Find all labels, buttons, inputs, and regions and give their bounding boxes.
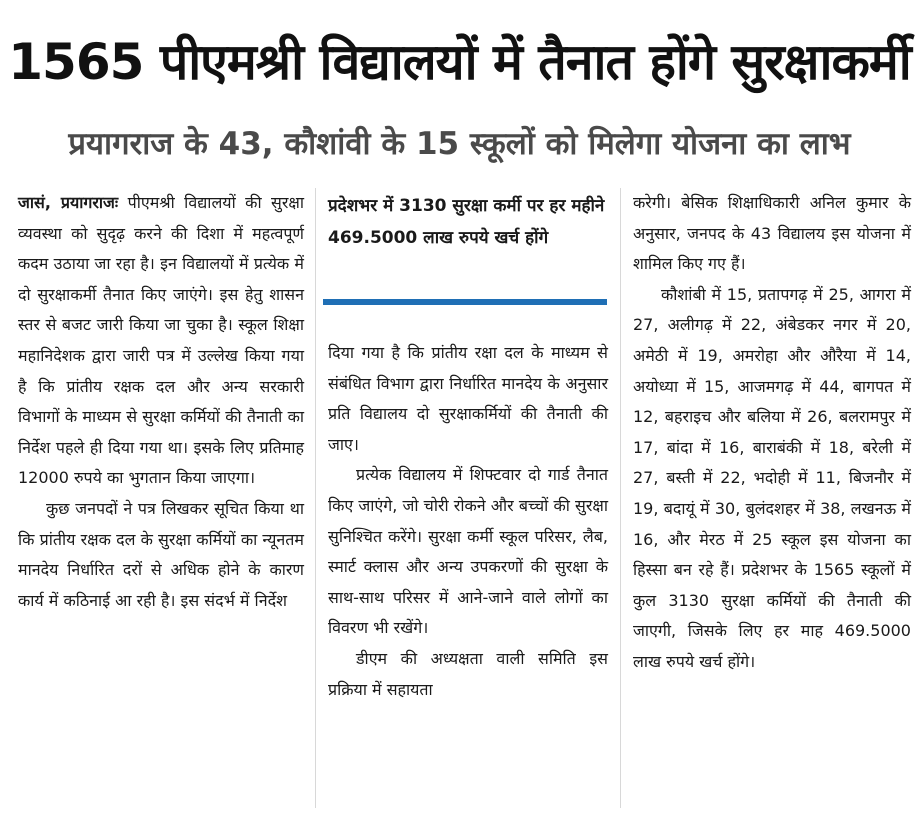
article-paragraph: कुछ जनपदों ने पत्र लिखकर सूचित किया था कि प्रांतीय रक्षक दल के सुरक्षा कर्मियों का न्यूनतम मानदेय निर्धारित दरों से अधिक होने के कारण कार्य में कठिनाई आ रही है। इस संदर्भ में निर्देश	[18, 498, 304, 610]
column-divider	[315, 188, 316, 808]
subheadline: प्रयागराज के 43, कौशांवी के 15 स्कूलों को मिलेगा योजना का लाभ	[68, 126, 851, 162]
column-divider	[620, 188, 621, 808]
pull-quote: प्रदेशभर में 3130 सुरक्षा कर्मी पर हर महीने 469.5000 लाख रुपये खर्च होंगे	[328, 196, 605, 248]
article-paragraph: कौशांबी में 15, प्रतापगढ़ में 25, आगरा में 27, अलीगढ़ में 22, अंबेडकर नगर में 20, अमेठी में 19, अमरोहा और औरैया में 14, अयोध्या में 15, आजमगढ़ में 44, बागपत में 12, बहराइच और बलिया में 26, बलरामपुर में 17, बांदा में 16, बाराबंकी में 18, बरेली में 27, बस्ती में 22, भदोही में 11, बिजनौर में 19, बदायूं में 30, बुलंदशहर में 38, लखनऊ में 16, और मेरठ में 25 स्कूल इस योजना का हिस्सा बन रहे हैं। प्रदेशभर के 1565 स्कूलों में कुल 3130 सुरक्षा कर्मियों की तैनाती की जाएगी, जिसके लिए हर माह 469.5000 लाख रुपये खर्च होंगे।	[633, 284, 911, 671]
paragraph-text: पीएमश्री विद्यालयों की सुरक्षा व्यवस्था को सुदृढ़ करने की दिशा में महत्वपूर्ण कदम उठाया जा रहा है। इन विद्यालयों में प्रत्येक में दो सुरक्षाकर्मी तैनात किए जाएंगे। इस हेतु शासन स्तर से बजट जारी किया जा चुका है। स्कूल शिक्षा महानिदेशक द्वारा जारी पत्र में उल्लेख किया गया है कि प्रांतीय रक्षक दल और अन्य सरकारी विभागों के माध्यम से सुरक्षा कर्मियों की तैनाती का निर्देश पहले ही दिया गया था। इसके लिए प्रतिमाह 12000 रुपये का भुगतान किया जाएगा।	[18, 193, 305, 488]
headline: 1565 पीएमश्री विद्यालयों में तैनात होंगे सुरक्षाकर्मी	[8, 33, 911, 91]
article-paragraph	[18, 188, 304, 494]
article-paragraph: दिया गया है कि प्रांतीय रक्षा दल के माध्यम से संबंधित विभाग द्वारा निर्धारित मानदेय के अनुसार प्रति विद्यालय दो सुरक्षाकर्मियों की तैनाती की जाए।	[328, 343, 608, 454]
article-column-1	[18, 188, 304, 616]
article-paragraph: करेगी। बेसिक शिक्षाधिकारी अनिल कुमार के अनुसार, जनपद के 43 विद्यालय इस योजना में शामिल किए गए हैं।	[633, 193, 911, 274]
dateline: जासं, प्रयागराजः	[18, 193, 119, 212]
article-column-3	[633, 188, 911, 678]
article-paragraph: प्रत्येक विद्यालय में शिफ्टवार दो गार्ड तैनात किए जाएंगे, जो चोरी रोकने और बच्चों की सुरक्षा सुनिश्चित करेंगे। सुरक्षा कर्मी स्कूल परिसर, लैब, स्मार्ट क्लास और अन्य उपकरणों की सुरक्षा के साथ-साथ परिसर में आने-जाने वाले लोगों का विवरण भी रखेंगे।	[328, 465, 608, 638]
pull-quote-rule	[323, 299, 607, 305]
article-paragraph: डीएम की अध्यक्षता वाली समिति इस प्रक्रिया में सहायता	[328, 648, 608, 699]
article-column-2	[328, 338, 608, 705]
